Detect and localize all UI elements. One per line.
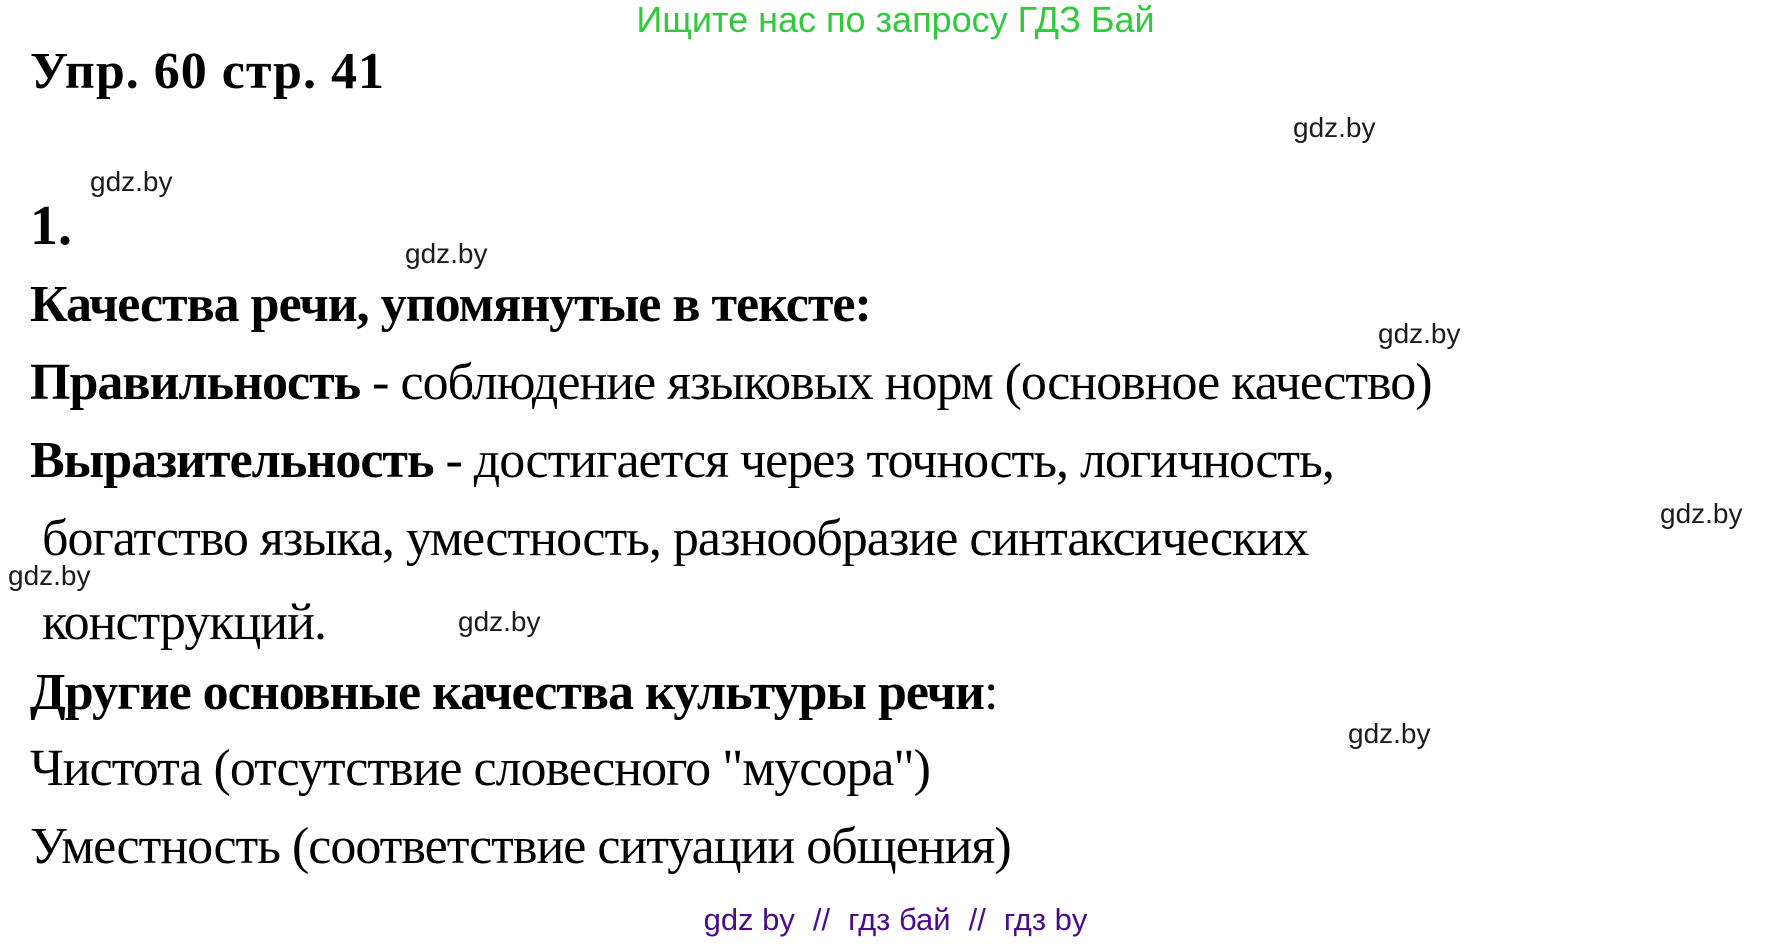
answer-heading-mentioned-qualities: Качества речи, упомянутые в тексте: bbox=[30, 276, 871, 333]
term-expressiveness-definition-line2: богатство языка, уместность, разнообразие синтаксических bbox=[42, 510, 1309, 567]
footer-separator: // bbox=[812, 902, 831, 937]
answer-line-expressiveness bbox=[30, 432, 1334, 490]
watermark-gdzby: gdz.by bbox=[458, 606, 541, 637]
footer-link-gdz-by-mixed[interactable]: гдз by bbox=[1003, 902, 1088, 937]
term-correctness-definition: - соблюдение языковых норм (основное качество) bbox=[360, 354, 1432, 411]
exercise-item-number: 1. bbox=[30, 195, 72, 257]
answer-line-correctness bbox=[30, 354, 1432, 412]
promo-banner: Ищите нас по запросу ГДЗ Бай bbox=[636, 0, 1155, 40]
footer-separator: // bbox=[968, 902, 986, 937]
watermark-gdzby: gdz.by bbox=[8, 560, 91, 591]
watermark-gdzby: gdz.by bbox=[90, 166, 173, 197]
footer-link-gdz-bai-cyrillic[interactable]: гдз бай bbox=[848, 902, 951, 937]
footer-link-gdz-by-latin[interactable]: gdz by bbox=[703, 902, 795, 937]
answer-heading-other-qualities bbox=[30, 664, 997, 722]
term-expressiveness: Выразительность bbox=[30, 432, 434, 489]
heading-other-qualities-colon: : bbox=[983, 664, 998, 721]
term-correctness: Правильность bbox=[30, 354, 361, 411]
watermark-gdzby: gdz.by bbox=[405, 238, 488, 269]
heading-other-qualities-text: Другие основные качества культуры речи bbox=[30, 664, 984, 721]
footer-links bbox=[0, 902, 1791, 938]
watermark-gdzby: gdz.by bbox=[1293, 112, 1376, 143]
watermark-gdzby: gdz.by bbox=[1660, 498, 1743, 529]
watermark-gdzby: gdz.by bbox=[1378, 318, 1461, 349]
answer-quality-purity: Чистота (отсутствие словесного "мусора") bbox=[30, 740, 930, 797]
term-expressiveness-definition-line1: - достигается через точность, логичность, bbox=[433, 432, 1334, 489]
answer-quality-appropriateness: Уместность (соответствие ситуации общения) bbox=[30, 818, 1011, 875]
page-title: Упр. 60 стр. 41 bbox=[30, 43, 385, 100]
term-expressiveness-definition-line3: конструкций. bbox=[42, 594, 326, 651]
watermark-gdzby: gdz.by bbox=[1348, 718, 1431, 749]
